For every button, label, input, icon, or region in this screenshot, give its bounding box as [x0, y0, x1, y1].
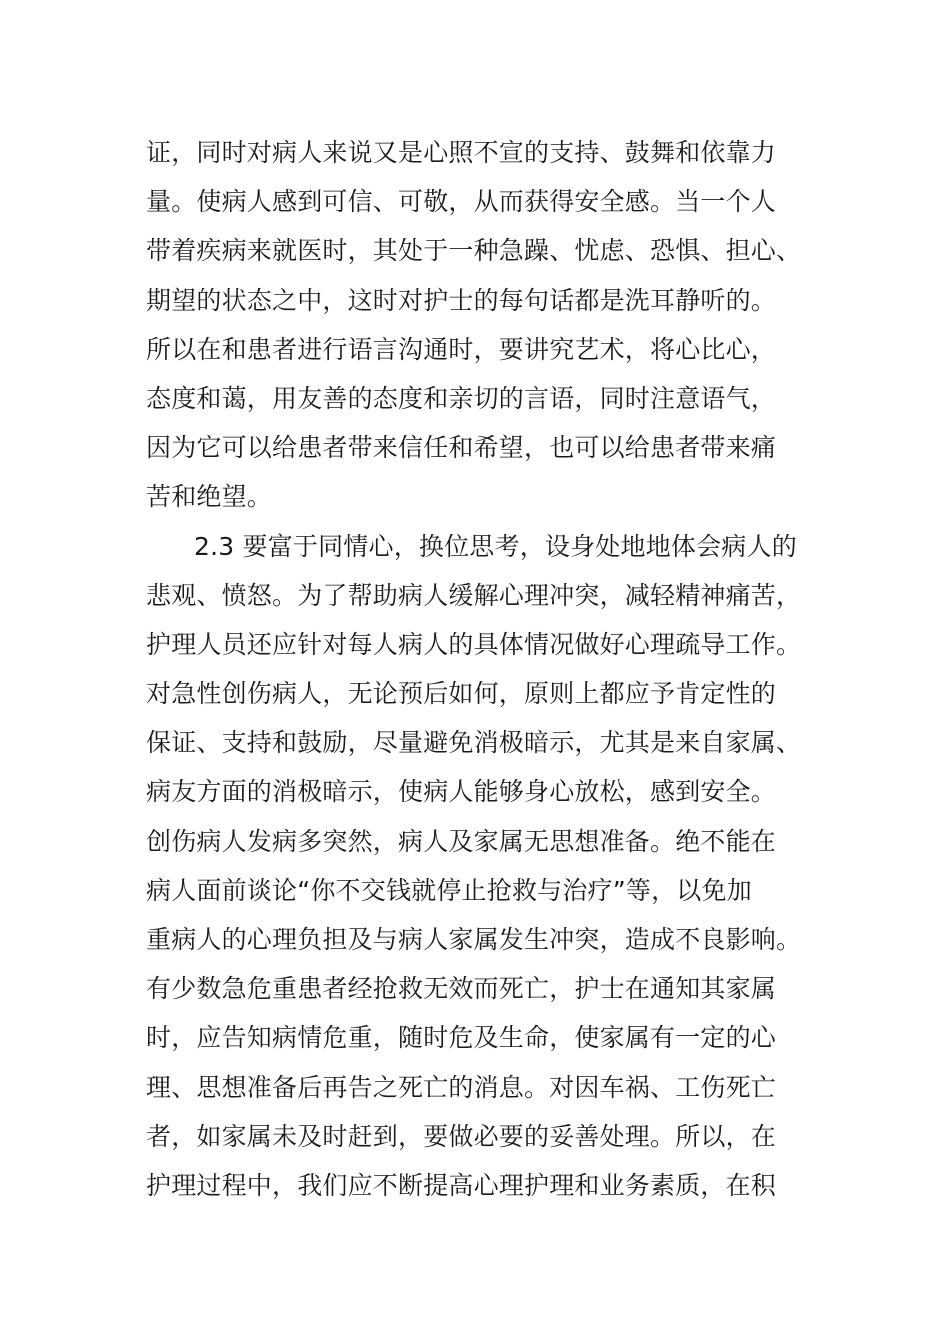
text-line: 创伤病人发病多突然，病人及家属无思想准备。绝不能在	[146, 826, 777, 856]
text-line: 期望的状态之中，这时对护士的每句话都是洗耳静听的。	[146, 285, 777, 315]
text-line: 时，应告知病情危重，随时危及生命，使家属有一定的心	[146, 1023, 777, 1053]
text-line: 有少数急危重患者经抢救无效而死亡，护士在通知其家属	[146, 974, 777, 1004]
paragraph-2	[146, 522, 806, 1211]
text-line: 重病人的心理负担及与病人家属发生冲突，造成不良影响。	[146, 925, 802, 954]
text-line: 带着疾病来就医时，其处于一种急躁、忧虑、恐惧、担心、	[146, 236, 802, 266]
text-line: 证，同时对病人来说又是心照不宣的支持、鼓舞和依靠力	[146, 138, 777, 167]
section-heading-line: 2.3 要富于同情心，换位思考，设身处地地体会病人的	[194, 531, 797, 561]
text-line: 态度和蔼，用友善的态度和亲切的言语，同时注意语气，	[146, 383, 777, 413]
text-line: 量。使病人感到可信、可敬，从而获得安全感。当一个人	[146, 187, 777, 217]
body-text	[146, 128, 806, 1210]
text-line: 苦和绝望。	[146, 482, 273, 512]
text-line: 所以在和患者进行语言沟通时，要讲究艺术，将心比心，	[146, 334, 777, 364]
text-line: 对急性创伤病人，无论预后如何，原则上都应予肯定性的	[146, 679, 777, 709]
text-line: 保证、支持和鼓励，尽量避免消极暗示，尤其是来自家属、	[146, 728, 802, 758]
text-line: 者，如家属未及时赶到，要做必要的妥善处理。所以，在	[146, 1121, 777, 1151]
text-line: 病人面前谈论“你不交钱就停止抢救与治疗”等，以免加	[146, 875, 752, 905]
text-line: 病友方面的消极暗示，使病人能够身心放松，感到安全。	[146, 777, 777, 807]
text-line: 悲观、愤怒。为了帮助病人缓解心理冲突，减轻精神痛苦，	[146, 580, 802, 610]
text-line: 理、思想准备后再告之死亡的消息。对因车祸、工伤死亡	[146, 1072, 777, 1102]
text-line: 护理人员还应针对每人病人的具体情况做好心理疏导工作。	[146, 629, 802, 659]
text-line: 护理过程中，我们应不断提高心理护理和业务素质，在积	[146, 1170, 777, 1200]
text-line: 因为它可以给患者带来信任和希望，也可以给患者带来痛	[146, 433, 777, 463]
paragraph-1	[146, 128, 806, 522]
